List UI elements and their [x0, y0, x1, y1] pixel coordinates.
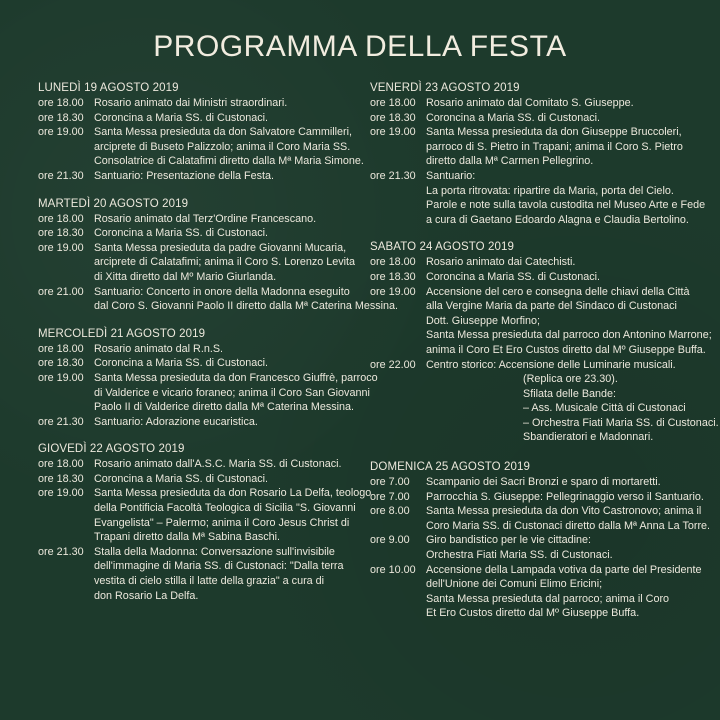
entry-text: [426, 111, 688, 126]
schedule-entry: [370, 270, 688, 285]
entry-line: Rosario animato dai Catechisti.: [426, 256, 576, 269]
page-title: PROGRAMMA DELLA FESTA: [153, 30, 567, 63]
entry-text: [94, 111, 358, 126]
entry-text: [94, 415, 358, 430]
day-title: LUNEDÌ 19 AGOSTO 2019: [38, 82, 179, 94]
schedule-entry: [38, 415, 358, 430]
schedule-entry: [38, 212, 358, 227]
entry-text: [426, 255, 688, 270]
entry-time: ore 18.00: [370, 97, 416, 109]
entry-line: dell'immagine di Maria SS. di Custonaci: "Dalla terra: [94, 560, 344, 573]
entry-line: La porta ritrovata: ripartire da Maria, porta del Cielo.: [426, 184, 674, 197]
entry-time: ore 18.00: [38, 212, 84, 225]
entry-line: Coroncina a Maria SS. di Custonaci.: [94, 357, 269, 370]
entry-time: ore 21.30: [38, 545, 84, 558]
schedule-entry: [38, 486, 372, 544]
entry-line: parroco di S. Pietro in Trapani; anima il Coro S. Pietro: [426, 140, 683, 153]
entry-text: [426, 125, 688, 169]
entry-time: ore 18.00: [370, 256, 416, 269]
entry-text: [94, 457, 358, 472]
entry-time: ore 21.30: [370, 169, 416, 182]
entry-line: Santa Messa presieduta da don Giuseppe Bruccoleri,: [426, 126, 682, 139]
entry-text: [426, 533, 688, 562]
entry-line: Sbandieratori e Madonnari.: [523, 431, 654, 444]
entry-line: Coro Maria SS. di Custonaci diretto dalla Mª Anna La Torre.: [426, 519, 711, 532]
day-title: SABATO 24 AGOSTO 2019: [370, 241, 515, 254]
entry-line: (Replica ore 23.30).: [523, 373, 618, 386]
entry-line: Rosario animato dall'A.S.C. Maria SS. di Custonaci.: [94, 458, 342, 471]
entry-line: alla Vergine Maria da parte del Sindaco di Custonaci: [426, 300, 677, 313]
entry-text: [94, 486, 371, 544]
schedule-entry: [38, 457, 358, 472]
entry-line: Et Ero Custos diretto dal Mº Giuseppe Buffa.: [426, 607, 640, 620]
schedule-entry: [38, 241, 358, 285]
entry-text: [94, 356, 358, 371]
entry-line: Santuario: Concerto in onore della Madonna eseguito: [94, 285, 350, 298]
entry-line: Scampanio dei Sacri Bronzi e sparo di mortaretti.: [426, 476, 661, 489]
entry-line: della Pontificia Facoltà Teologica di Sicilia "S. Giovanni: [94, 502, 356, 515]
entry-line: Coroncina a Maria SS. di Custonaci.: [426, 270, 601, 283]
entry-text: [426, 358, 719, 446]
entry-time: ore 18.30: [370, 111, 416, 124]
day-section: [38, 80, 364, 184]
schedule-entry: [38, 342, 358, 357]
right-column: [370, 80, 719, 633]
schedule-entry: [370, 563, 702, 621]
entry-text: [426, 563, 702, 621]
schedule-entry: [38, 472, 358, 487]
entry-time: ore 7.00: [370, 490, 410, 503]
entry-time: ore 7.00: [370, 476, 410, 489]
entry-line: Parrocchia S. Giuseppe: Pellegrinaggio verso il Santuario.: [426, 490, 704, 503]
entry-line: Sfilata delle Bande:: [523, 387, 617, 400]
day-title: VENERDÌ 23 AGOSTO 2019: [370, 82, 520, 94]
entry-time: ore 19.00: [38, 241, 84, 254]
entry-text: [94, 212, 358, 227]
entry-line: di Xitta diretto dal Mº Mario Giurlanda.: [94, 270, 277, 283]
entry-time: ore 18.00: [38, 342, 84, 355]
entry-line: Coroncina a Maria SS. di Custonaci.: [94, 111, 269, 124]
entry-line: Santa Messa presieduta da don Vito Castronovo; anima il: [426, 505, 702, 518]
entry-line: Santa Messa presieduta da don Salvatore Cammilleri,: [94, 126, 353, 139]
entry-line: arciprete di Calatafimi; anima il Coro S. Lorenzo Levita: [94, 256, 356, 269]
entry-line: Santa Messa presieduta dal parroco don Antonino Marrone;: [426, 329, 712, 342]
schedule-entry: [370, 504, 711, 533]
day-section: [38, 196, 399, 314]
entry-line: Santuario: Adorazione eucaristica.: [94, 415, 258, 428]
schedule-entry: [370, 255, 688, 270]
entry-text: [94, 545, 358, 603]
entry-line: Parole e note sulla tavola custodita nel Museo Arte e Fede: [426, 199, 706, 212]
entry-line: Dott. Giuseppe Morfino;: [426, 314, 541, 327]
day-section: [38, 441, 372, 603]
entry-line: Rosario animato dal R.n.S.: [94, 342, 224, 355]
entry-time: ore 18.30: [370, 270, 416, 283]
schedule-entry: [370, 490, 704, 505]
entry-time: ore 21.00: [38, 285, 84, 298]
entry-line: – Orchestra Fiati Maria SS. di Custonaci.: [523, 416, 719, 429]
entry-time: ore 21.30: [38, 415, 84, 428]
entry-line: diretto dalla Mª Carmen Pellegrino.: [426, 155, 594, 168]
entry-time: ore 19.00: [38, 371, 84, 384]
entry-text: [426, 285, 712, 358]
entry-line: Santa Messa presieduta dal parroco; anima il Coro: [426, 592, 670, 605]
entry-line: Centro storico: Accensione delle Luminarie musicali.: [426, 358, 676, 371]
entry-text: [426, 96, 688, 111]
entry-time: ore 19.00: [38, 487, 84, 500]
entry-text: [94, 342, 358, 357]
entry-line: Giro bandistico per le vie cittadine:: [426, 534, 592, 547]
entry-line: arciprete di Buseto Palizzolo; anima il Coro Maria SS.: [94, 140, 351, 153]
schedule-entry: [38, 226, 358, 241]
entry-line: Paolo II di Valderice diretto dalla Mª Caterina Messina.: [94, 401, 355, 414]
entry-text: [94, 285, 398, 314]
entry-line: Santuario: Presentazione della Festa.: [94, 169, 275, 182]
entry-time: ore 18.00: [38, 97, 84, 109]
entry-line: di Valderice e vicario foraneo; anima il Coro San Giovanni: [94, 386, 370, 399]
entry-text: [426, 504, 710, 533]
entry-time: ore 10.00: [370, 563, 416, 576]
schedule-entry: [38, 356, 358, 371]
entry-line: a cura di Gaetano Edoardo Alagna e Claudia Bertolino.: [426, 213, 689, 226]
entry-text: [94, 226, 358, 241]
day-section: [370, 239, 719, 445]
day-title: DOMENICA 25 AGOSTO 2019: [370, 461, 530, 474]
schedule-entry: [38, 169, 358, 184]
schedule-entry: [38, 96, 358, 111]
schedule-entry: [38, 111, 358, 126]
entry-line: Accensione della Lampada votiva da parte del Presidente: [426, 563, 702, 576]
entry-time: ore 18.30: [38, 227, 84, 240]
schedule-entry: [370, 111, 688, 126]
entry-text: [94, 241, 358, 285]
entry-line: Evangelista" – Palermo; anima il Coro Jesus Christ di: [94, 516, 350, 529]
schedule-entry: [38, 371, 378, 415]
entry-line: Stalla della Madonna: Conversazione sull'invisibile: [94, 545, 335, 558]
entry-line: vestita di cielo stilla il latte della grazia" a cura di: [94, 575, 325, 588]
entry-time: ore 21.30: [38, 169, 84, 182]
schedule-entry: [370, 533, 688, 562]
schedule-entry: [370, 358, 719, 446]
entry-line: Consolatrice di Calatafimi diretto dalla Mª Maria Simone.: [94, 155, 364, 168]
entry-text: [426, 490, 704, 505]
entry-text: [94, 169, 358, 184]
entry-time: ore 18.30: [38, 357, 84, 370]
entry-text: [426, 169, 705, 227]
entry-line: dal Coro S. Giovanni Paolo II diretto dalla Mª Caterina Messina.: [94, 300, 399, 313]
entry-text: [94, 96, 358, 111]
entry-line: anima il Coro Et Ero Custos diretto dal Mº Giuseppe Buffa.: [426, 343, 706, 356]
entry-text: [94, 125, 364, 169]
entry-line: Accensione del cero e consegna delle chiavi della Città: [426, 285, 690, 298]
entry-text: [94, 371, 378, 415]
entry-time: ore 19.00: [370, 285, 416, 298]
entry-line: Santa Messa presieduta da don Francesco Giuffrè, parroco: [94, 371, 378, 384]
entry-time: ore 22.00: [370, 358, 416, 371]
entry-line: Rosario animato dal Terz'Ordine Francescano.: [94, 212, 317, 225]
schedule-entry: [370, 125, 688, 169]
entry-time: ore 19.00: [370, 126, 416, 139]
entry-line: Coroncina a Maria SS. di Custonaci.: [426, 111, 601, 124]
entry-line: Coroncina a Maria SS. di Custonaci.: [94, 472, 269, 485]
entry-line: don Rosario La Delfa.: [94, 589, 199, 602]
day-title: MARTEDÌ 20 AGOSTO 2019: [38, 197, 189, 210]
entry-line: Santa Messa presieduta da padre Giovanni Mucaria,: [94, 241, 347, 254]
entry-line: Coroncina a Maria SS. di Custonaci.: [94, 227, 269, 240]
entry-line: dell'Unione dei Comuni Elimo Ericini;: [426, 578, 603, 591]
entry-time: ore 18.00: [38, 458, 84, 471]
entry-line: Orchestra Fiati Maria SS. di Custonaci.: [426, 549, 613, 562]
schedule-entry: [370, 96, 688, 111]
schedule-entry: [38, 125, 364, 169]
entry-line: Rosario animato dal Comitato S. Giuseppe.: [426, 97, 634, 109]
entry-line: Trapani diretto dalla Mª Sabina Baschi.: [94, 531, 281, 544]
entry-line: – Ass. Musicale Città di Custonaci: [523, 402, 686, 415]
entry-time: ore 9.00: [370, 534, 410, 547]
entry-time: ore 18.30: [38, 472, 84, 485]
schedule-entry: [370, 169, 706, 227]
entry-text: [426, 270, 688, 285]
day-section: [370, 459, 711, 621]
schedule-entry: [370, 285, 712, 358]
entry-line: Rosario animato dai Ministri straordinari.: [94, 97, 288, 109]
entry-time: ore 19.00: [38, 126, 84, 139]
entry-text: [94, 472, 358, 487]
day-title: MERCOLEDÌ 21 AGOSTO 2019: [38, 327, 206, 340]
entry-time: ore 8.00: [370, 505, 410, 518]
entry-line: Santuario:: [426, 169, 476, 182]
entry-time: ore 18.30: [38, 111, 84, 124]
entry-line: Santa Messa presieduta da don Rosario La Delfa, teologo: [94, 487, 372, 500]
day-section: [38, 326, 378, 430]
day-section: [370, 80, 706, 227]
schedule-entry: [370, 475, 688, 490]
schedule-entry: [38, 545, 358, 603]
day-title: GIOVEDÌ 22 AGOSTO 2019: [38, 443, 185, 456]
entry-text: [426, 475, 688, 490]
